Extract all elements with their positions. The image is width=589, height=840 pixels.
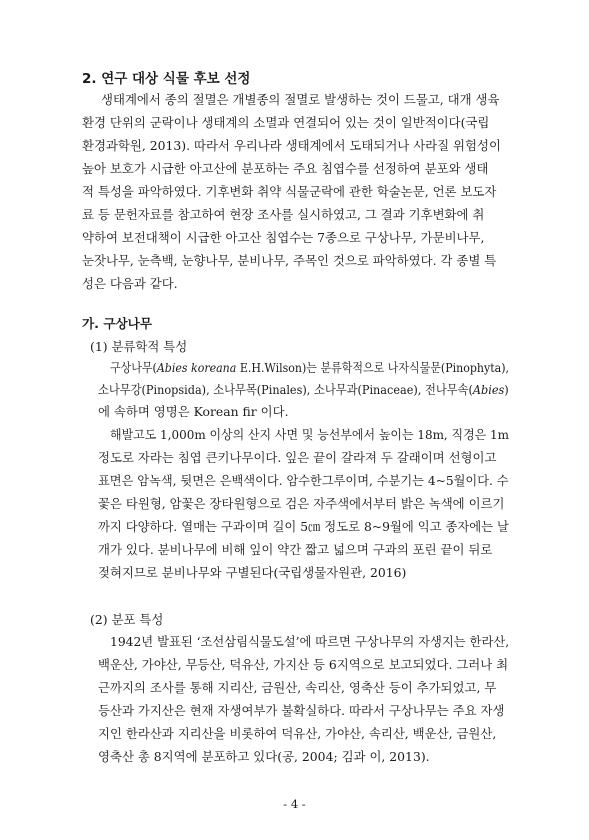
subheading-distribution: (2) 분포 특성 xyxy=(90,612,164,627)
paragraph-line: 구상나무(Abies koreana E.H.Wilson)는 분류학적으로 나자식물문(Pinophyta), xyxy=(110,360,510,375)
paragraph-line: 소나무강(Pinopsida), 소나무목(Pinales), 소나무과(Pinaceae), 전나무속(Abies) xyxy=(98,382,509,397)
genus-name: Abies xyxy=(472,382,505,397)
paragraph-line: 생태계에서 종의 절멸은 개별종의 절멸로 발생하는 것이 드물고, 대개 생육 xyxy=(101,92,500,107)
paragraph-line: 까지 다양하다. 열매는 구과이며 길이 5㎝ 정도로 8~9월에 익고 종자에는 날 xyxy=(98,519,509,534)
paragraph-line: 등산과 가지산은 현재 자생여부가 불확실하다. 따라서 구상나무는 주요 자생 xyxy=(98,703,505,718)
paragraph-line: 눈잣나무, 눈측백, 눈향나무, 분비나무, 주목인 것으로 파악하였다. 각 종별 특 xyxy=(82,253,497,268)
paragraph-line: 젖혀지므로 분비나무와 구별된다(국립생물자원관, 2016) xyxy=(98,565,407,580)
paragraph-line: 근까지의 조사를 통해 지리산, 금원산, 속리산, 영축산 등이 추가되었고, 무 xyxy=(98,680,497,695)
paragraph-line: 개가 있다. 분비나무에 비해 잎이 약간 짧고 넓으며 구과의 포린 끝이 뒤로 xyxy=(98,542,493,557)
paragraph-line: 약하여 보전대책이 시급한 아고산 침엽수는 7종으로 구상나무, 가문비나무, xyxy=(82,230,485,245)
paragraph-line: 적 특성을 파악하였다. 기후변화 취약 식물군락에 관한 학술논문, 언론 보도자 xyxy=(82,184,497,199)
paragraph-line: 에 속하며 영명은 Korean fir 이다. xyxy=(98,404,289,419)
paragraph-line: 해발고도 1,000m 이상의 산지 사면 및 능선부에서 높이는 18m, 직경은 1m xyxy=(110,427,509,442)
paragraph-line: 지인 한라산과 지리산을 비롯하여 덕유산, 가야산, 속리산, 백운산, 금원산, xyxy=(98,726,497,741)
paragraph-line: 환경과학원, 2013). 따라서 우리나라 생태계에서 도태되거나 사라질 위험성이 xyxy=(82,138,501,153)
paragraph-line: 1942년 발표된 ‘조선삼림식물도설’에 따르면 구상나무의 자생지는 한라산, xyxy=(110,634,510,649)
scientific-name: Abies koreana xyxy=(156,360,237,375)
paragraph-line: 환경 단위의 군락이나 생태계의 소멸과 연결되어 있는 것이 일반적이다(국립 xyxy=(82,115,490,130)
page-number: - 4 - xyxy=(283,797,306,811)
paragraph-line: 영축산 총 8지역에 분포하고 있다(공, 2004; 김과 이, 2013). xyxy=(98,749,430,764)
paragraph-line: 성은 다음과 같다. xyxy=(82,276,178,291)
paragraph-line: 높아 보호가 시급한 아고산에 분포하는 주요 침엽수를 선정하여 분포와 생태 xyxy=(82,161,489,176)
paragraph-line: 정도로 자라는 침엽 큰키나무이다. 잎은 끝이 갈라져 두 갈래이며 선형이고 xyxy=(98,450,497,465)
paragraph-line: 백운산, 가야산, 무등산, 덕유산, 가지산 등 6지역으로 보고되었다. 그러나 최 xyxy=(98,657,509,672)
subsection-heading: 가. 구상나무 xyxy=(82,316,152,331)
subheading-taxonomy: (1) 분류학적 특성 xyxy=(90,339,188,354)
section-heading: 2. 연구 대상 식물 후보 선정 xyxy=(82,71,251,87)
paragraph-line: 료 등 문헌자료를 참고하여 현장 조사를 실시하였고, 그 결과 기후변화에 취 xyxy=(82,207,485,222)
paragraph-line: 표면은 암녹색, 뒷면은 은백색이다. 암수한그루이며, 수분기는 4~5월이다. 수 xyxy=(98,473,509,488)
paragraph-line: 꽃은 타원형, 암꽃은 장타원형으로 검은 자주색에서부터 밝은 녹색에 이르기 xyxy=(98,496,505,511)
